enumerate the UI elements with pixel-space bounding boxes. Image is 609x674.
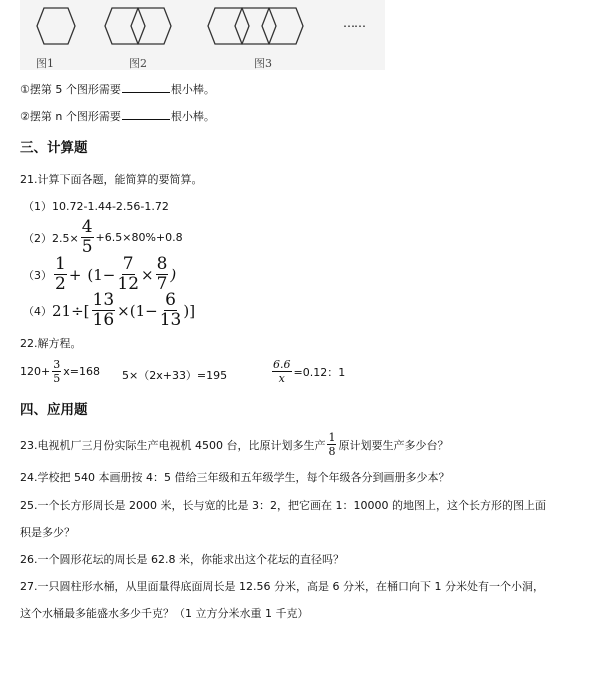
figures-ellipsis: …… <box>343 16 365 30</box>
q21-part-2 <box>23 219 183 256</box>
open-paren: (1− <box>87 265 116 284</box>
equation-1-rest: x=168 <box>63 365 100 378</box>
fraction <box>81 219 94 256</box>
fraction <box>92 292 116 329</box>
q22-equation-3 <box>270 359 345 384</box>
q27-line-1: 27.一只圆柱形水桶，从里面量得底面周长是 12.56 分米，高是 6 分米，在桶口向下 1 分米处有一个小洞， <box>20 580 544 593</box>
q23-text: 23.电视机厂三月份实际生产电视机 4500 台，比原计划多生产 <box>20 438 326 452</box>
fraction <box>52 359 61 384</box>
answer-blank[interactable] <box>122 109 170 120</box>
fraction-numerator: 1 <box>328 431 336 444</box>
q21-part-3 <box>23 256 176 293</box>
q22-title: 22.解方程。 <box>20 337 82 350</box>
q21-part-4-mid: ×(1− <box>117 301 158 320</box>
fraction-numerator: 6 <box>165 290 176 310</box>
fraction <box>117 256 139 293</box>
hex-question-2-suffix: 根小棒。 <box>170 110 215 123</box>
q22-equation-1 <box>20 359 100 384</box>
q21-part-2-label: （2）2.5× <box>23 231 79 245</box>
fraction <box>327 432 336 457</box>
figure-2-hexagon-b <box>131 8 171 44</box>
q24: 24.学校把 540 本画册按 4：5 借给三年级和五年级学生，每个年级各分到画册多少本？ <box>20 471 450 484</box>
hex-question-1 <box>20 81 215 97</box>
q21-title: 21.计算下面各题，能简算的要简算。 <box>20 173 203 186</box>
fraction-denominator: 5 <box>81 237 93 257</box>
section-4-title: 四、应用题 <box>20 402 88 418</box>
figure-2-hexagon-a <box>105 8 145 44</box>
figure-3-hexagon-c <box>262 8 303 44</box>
q21-part-4-label: （4） <box>23 304 52 318</box>
section-3-title: 三、计算题 <box>20 140 88 156</box>
fraction <box>54 256 67 293</box>
q23 <box>20 432 448 457</box>
fraction-denominator: 12 <box>117 274 140 294</box>
q27-line-2: 这个水桶最多能盛水多少千克？（1 立方分米水重 1 千克） <box>20 607 309 620</box>
q21-part-4-close: )] <box>183 301 196 320</box>
hexagon-figures <box>20 0 385 70</box>
fraction-denominator: 2 <box>55 274 66 294</box>
hex-question-2-text: ②摆第 n 个图形需要 <box>20 110 121 123</box>
q21-part-3-label: （3） <box>23 268 52 282</box>
equation-1-lead: 120+ <box>20 365 51 378</box>
figure-3-hexagon-a <box>208 8 249 44</box>
fraction-numerator: 8 <box>156 254 168 274</box>
figure-3-hexagon-b <box>235 8 276 44</box>
figure-3-label: 图3 <box>254 57 272 70</box>
figure-1-hexagon <box>37 8 75 44</box>
q22-equation-2: 5×（2x+33）=195 <box>122 369 228 382</box>
fraction <box>272 359 292 384</box>
fraction <box>160 292 182 329</box>
fraction-numerator: 3 <box>53 358 61 371</box>
q25-line-1: 25.一个长方形周长是 2000 米，长与宽的比是 3：2，把它画在 1：10000 的地图上，这个长方形的图上面 <box>20 499 546 512</box>
equation-3-rest: =0.12：1 <box>293 365 346 379</box>
close-paren: ) <box>170 265 177 284</box>
hex-question-1-text: ①摆第 5 个图形需要 <box>20 83 121 96</box>
fraction-numerator: 7 <box>122 254 134 274</box>
plus-sign: + <box>68 265 82 284</box>
q23-text-end: 原计划要生产多少台？ <box>338 438 449 452</box>
fraction <box>156 256 169 293</box>
fraction-denominator: 7 <box>156 274 168 294</box>
fraction-denominator: 8 <box>328 445 336 458</box>
answer-blank[interactable] <box>122 82 170 93</box>
fraction-numerator: 1 <box>55 254 66 274</box>
fraction-numerator: 6.6 <box>273 358 291 371</box>
q25-line-2: 积是多少？ <box>20 526 75 539</box>
times-sign: × <box>141 265 154 284</box>
q21-part-4 <box>23 292 195 329</box>
fraction-numerator: 4 <box>81 217 93 237</box>
hex-question-1-suffix: 根小棒。 <box>170 83 215 96</box>
fraction-denominator: 16 <box>92 310 115 330</box>
fraction-numerator: 13 <box>92 290 115 310</box>
figure-1-label: 图1 <box>36 57 54 70</box>
hex-question-2 <box>20 108 215 124</box>
fraction-denominator: x <box>278 372 285 385</box>
fraction-denominator: 13 <box>159 310 182 330</box>
fraction-denominator: 5 <box>53 372 61 385</box>
q21-part-2-rest: +6.5×80%+0.8 <box>95 231 183 244</box>
figure-2-label: 图2 <box>129 57 147 70</box>
q21-part-4-lead: 21÷[ <box>52 301 90 320</box>
q21-part-1: （1）10.72-1.44-2.56-1.72 <box>23 200 169 213</box>
q26: 26.一个圆形花坛的周长是 62.8 米，你能求出这个花坛的直径吗？ <box>20 553 344 566</box>
